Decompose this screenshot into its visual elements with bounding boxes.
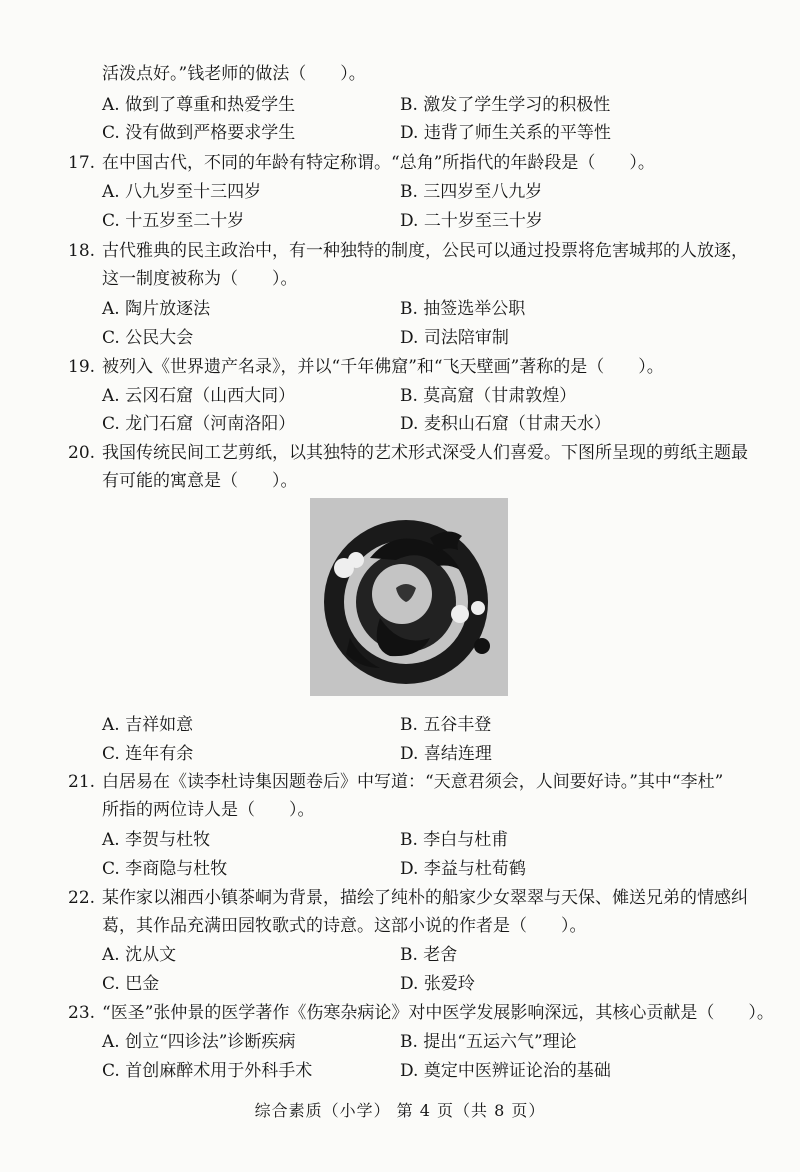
q23-option-d: D. 奠定中医辨证论治的基础 bbox=[400, 1061, 611, 1081]
q21-option-c: C. 李商隐与杜牧 bbox=[102, 859, 228, 879]
q21-option-d: D. 李益与杜荀鹤 bbox=[400, 859, 526, 879]
q20-stem-line2: 有可能的寓意是（ ）。 bbox=[102, 471, 298, 491]
q18-number: 18. bbox=[68, 241, 96, 261]
q21-stem-line1: 白居易在《读李杜诗集因题卷后》中写道：“天意君须会，人间要好诗。”其中“李杜” bbox=[102, 772, 724, 792]
q21-number: 21. bbox=[68, 772, 96, 792]
q17-number: 17. bbox=[68, 153, 96, 173]
q17-option-c: C. 十五岁至二十岁 bbox=[102, 211, 245, 231]
q16-option-d: D. 违背了师生关系的平等性 bbox=[400, 123, 611, 143]
q23-option-a: A. 创立“四诊法”诊断疾病 bbox=[102, 1032, 296, 1052]
q22-option-d: D. 张爱玲 bbox=[400, 974, 475, 994]
q23-number: 23. bbox=[68, 1003, 96, 1023]
q17-stem: 在中国古代，不同的年龄有特定称谓。“总角”所指代的年龄段是（ ）。 bbox=[102, 153, 655, 173]
q18-stem-line1: 古代雅典的民主政治中，有一种独特的制度，公民可以通过投票将危害城邦的人放逐， bbox=[102, 241, 748, 261]
q19-option-b: B. 莫高窟（甘肃敦煌） bbox=[400, 386, 577, 406]
q18-option-c: C. 公民大会 bbox=[102, 328, 194, 348]
q21-option-a: A. 李贺与杜牧 bbox=[102, 830, 211, 850]
q20-option-a: A. 吉祥如意 bbox=[102, 715, 194, 735]
q21-stem-line2: 所指的两位诗人是（ ）。 bbox=[102, 800, 315, 820]
q17-option-b: B. 三四岁至八九岁 bbox=[400, 182, 543, 202]
q19-option-d: D. 麦积山石窟（甘肃天水） bbox=[400, 414, 611, 434]
q22-number: 22. bbox=[68, 888, 96, 908]
dragon-phoenix-papercut-icon bbox=[310, 498, 508, 696]
q19-stem: 被列入《世界遗产名录》，并以“千年佛窟”和“飞天壁画”著称的是（ ）。 bbox=[102, 357, 664, 377]
q19-option-c: C. 龙门石窟（河南洛阳） bbox=[102, 414, 296, 434]
q23-stem: “医圣”张仲景的医学著作《伤寒杂病论》对中医学发展影响深远，其核心贡献是（ ）。 bbox=[102, 1003, 774, 1023]
q19-option-a: A. 云冈石窟（山西大同） bbox=[102, 386, 296, 406]
q22-option-c: C. 巴金 bbox=[102, 974, 160, 994]
q16-stem-tail: 活泼点好。”钱老师的做法（ ）。 bbox=[102, 64, 366, 84]
q18-option-d: D. 司法陪审制 bbox=[400, 328, 509, 348]
q18-option-b: B. 抽签选举公职 bbox=[400, 299, 526, 319]
q23-option-c: C. 首创麻醉术用于外科手术 bbox=[102, 1061, 313, 1081]
q20-stem-line1: 我国传统民间工艺剪纸，以其独特的艺术形式深受人们喜爱。下图所呈现的剪纸主题最 bbox=[102, 443, 748, 463]
q22-stem-line2: 葛，其作品充满田园牧歌式的诗意。这部小说的作者是（ ）。 bbox=[102, 916, 587, 936]
q18-option-a: A. 陶片放逐法 bbox=[102, 299, 211, 319]
q22-option-a: A. 沈从文 bbox=[102, 945, 177, 965]
q16-option-c: C. 没有做到严格要求学生 bbox=[102, 123, 296, 143]
q16-option-b: B. 激发了学生学习的积极性 bbox=[400, 95, 611, 115]
q22-stem-line1: 某作家以湘西小镇茶峒为背景，描绘了纯朴的船家少女翠翠与天保、傩送兄弟的情感纠 bbox=[102, 888, 748, 908]
page-footer: 综合素质（小学） 第 4 页（共 8 页） bbox=[254, 1101, 546, 1120]
q19-number: 19. bbox=[68, 357, 96, 377]
q20-option-b: B. 五谷丰登 bbox=[400, 715, 492, 735]
q23-option-b: B. 提出“五运六气”理论 bbox=[400, 1032, 577, 1052]
q20-number: 20. bbox=[68, 443, 96, 463]
q17-option-d: D. 二十岁至三十岁 bbox=[400, 211, 543, 231]
q22-option-b: B. 老舍 bbox=[400, 945, 458, 965]
q20-option-c: C. 连年有余 bbox=[102, 744, 194, 764]
q21-option-b: B. 李白与杜甫 bbox=[400, 830, 509, 850]
paper-cut-image bbox=[310, 498, 508, 696]
q17-option-a: A. 八九岁至十三四岁 bbox=[102, 182, 262, 202]
q20-option-d: D. 喜结连理 bbox=[400, 744, 492, 764]
q18-stem-line2: 这一制度被称为（ ）。 bbox=[102, 269, 298, 289]
q16-option-a: A. 做到了尊重和热爱学生 bbox=[102, 95, 296, 115]
